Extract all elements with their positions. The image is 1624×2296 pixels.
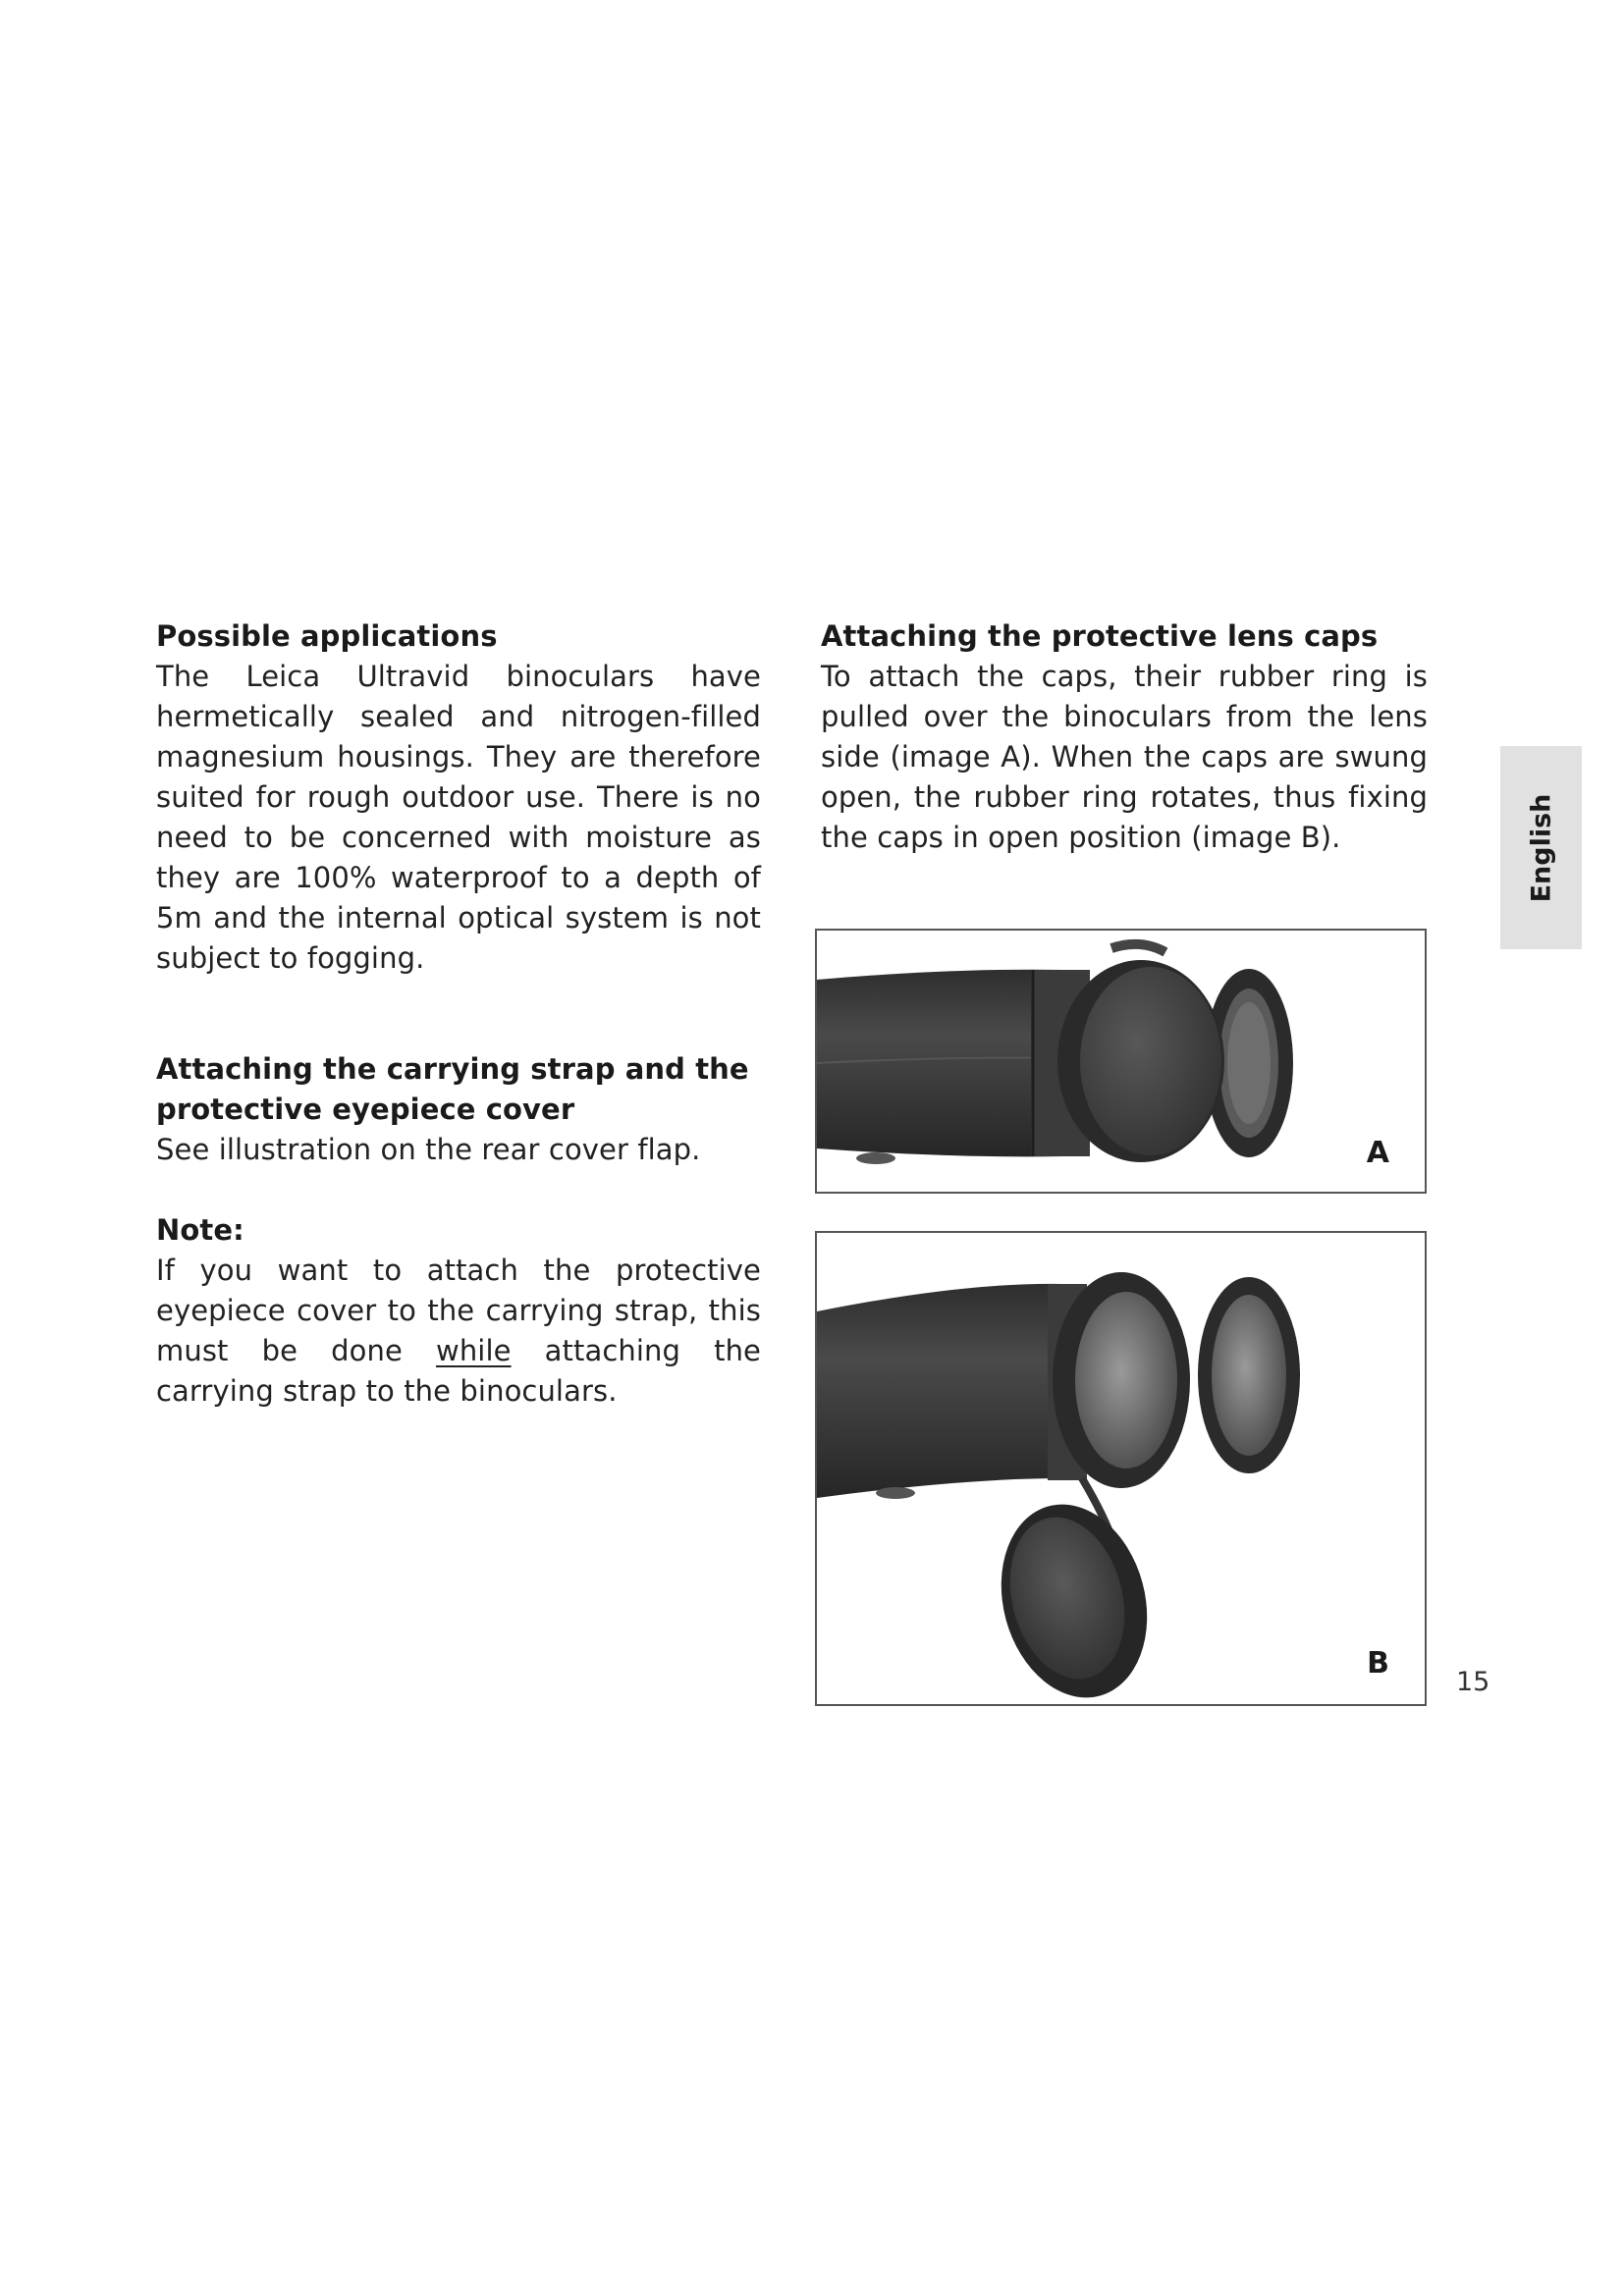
heading-note: Note: <box>156 1213 244 1247</box>
binoculars-caps-closed-illustration <box>817 931 1425 1192</box>
heading-possible-applications: Possible applications <box>156 619 498 653</box>
heading-carrying-strap: Attaching the carrying strap and the protective eyepiece cover <box>156 1052 749 1126</box>
binoculars-caps-open-illustration <box>817 1233 1425 1704</box>
body-lens-caps: To attach the caps, their rubber ring is pulled over the binoculars from the lens side (image A). When the caps are swung open, the rubber ring rotates, thus fixing the caps in open position (image B). <box>821 660 1428 854</box>
note-underlined-word: while <box>436 1334 512 1367</box>
right-column <box>821 616 1428 858</box>
language-tab-label: English <box>1526 793 1556 902</box>
body-note <box>156 1251 761 1412</box>
heading-lens-caps: Attaching the protective lens caps <box>821 619 1379 653</box>
note-text-after: attaching the carrying strap to the binoculars. <box>156 1334 761 1408</box>
figure-b-caps-open <box>815 1231 1427 1706</box>
figure-a-caps-closed <box>815 929 1427 1194</box>
page-number: 15 <box>1456 1667 1490 1697</box>
figure-label-b: B <box>1367 1646 1389 1681</box>
body-carrying-strap: See illustration on the rear cover flap. <box>156 1133 701 1166</box>
figure-label-a: A <box>1366 1136 1389 1170</box>
language-tab <box>1500 746 1582 949</box>
body-possible-applications: The Leica Ultravid binoculars have hermetically sealed and nitrogen-filled magnesium housings. They are therefore suited for rough outdoor use. There is no need to be concerned with moisture as they are 100% waterproof to a depth of 5m and the internal optical system is not subject to fogging. <box>156 660 761 975</box>
left-column <box>156 616 761 1412</box>
note-text-before: If you want to attach the protective eyepiece cover to the carrying strap, this must be done <box>156 1254 761 1367</box>
